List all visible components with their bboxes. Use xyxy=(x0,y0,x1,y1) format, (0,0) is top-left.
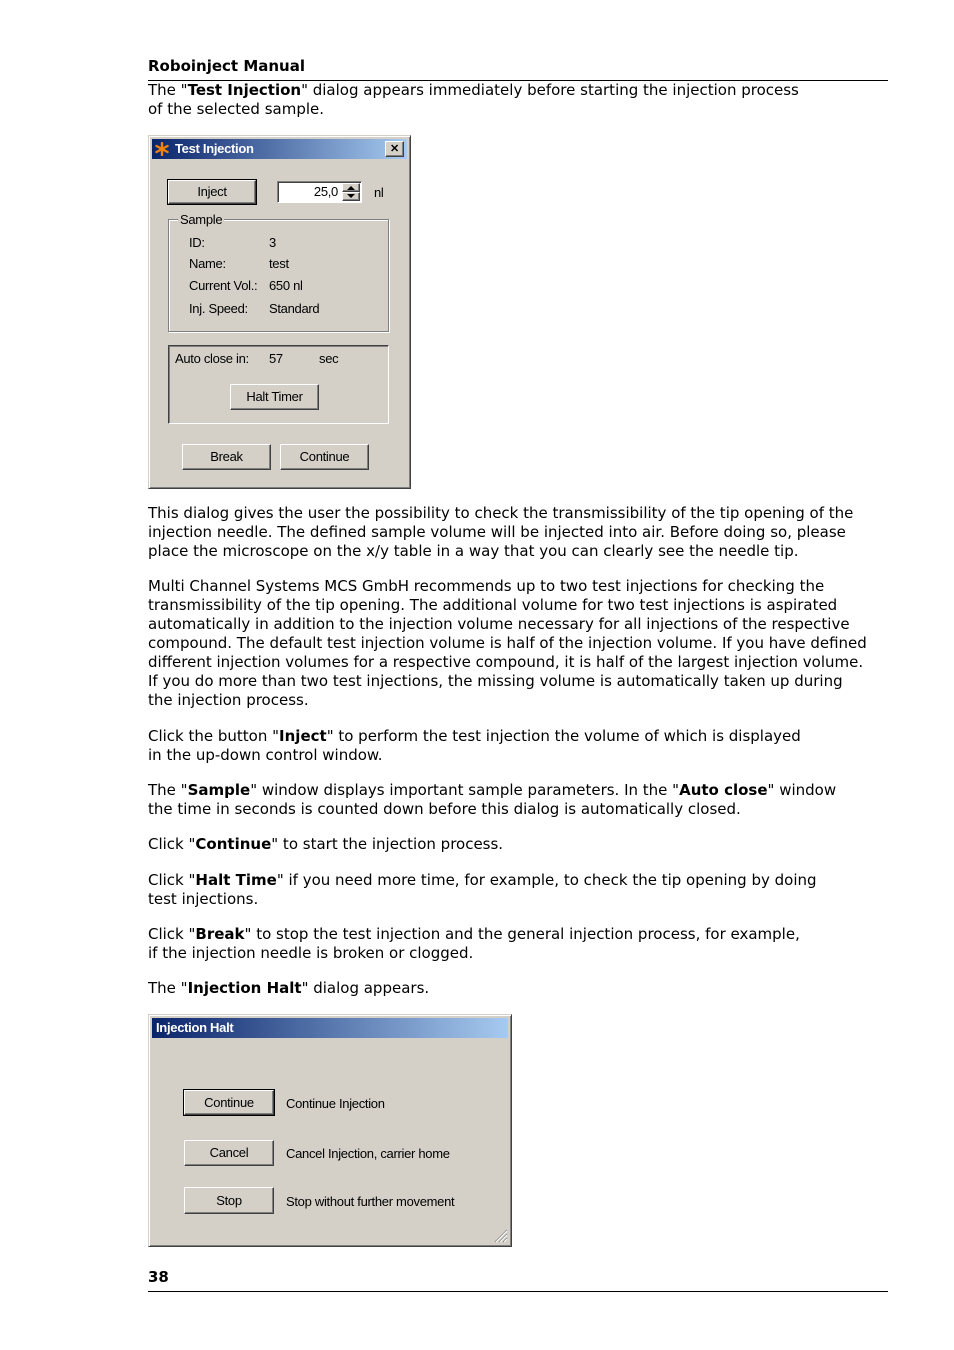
intro-paragraph: The "Test Injection" dialog appears immediately before starting the injection process of the selected sample. xyxy=(148,81,799,118)
app-star-icon xyxy=(155,142,169,156)
halt-cancel-button[interactable]: Cancel xyxy=(184,1140,274,1166)
paragraph-continue: Click "Continue" to start the injection process. xyxy=(148,835,504,853)
close-button[interactable] xyxy=(385,141,404,157)
resize-grip-icon[interactable] xyxy=(492,1227,508,1243)
manual-title: Roboinject Manual xyxy=(148,57,305,75)
halt-stop-button[interactable]: Stop xyxy=(184,1187,274,1214)
auto-close-label: Auto close in: xyxy=(175,351,249,366)
paragraph-recommendation: Multi Channel Systems MCS GmbH recommends up to two test injections for checking the transmissibility of the tip opening. The additional volume for two test injections is aspirated automatically in addition to the injection volume necessary for all injections of the respective compound. The default test injection volume is half of the injection volume. If you have defined different injection volumes for a respective compound, it is half of the largest injection volume. If you do more than two test injections, the missing volume is automatically taken up during the injection process. xyxy=(148,577,867,709)
paragraph-sample: The "Sample" window displays important sample parameters. In the "Auto close" window the time in seconds is counted down before this dialog is automatically closed. xyxy=(148,781,837,818)
dialog-title: Test Injection xyxy=(175,141,254,156)
halt-continue-button[interactable]: Continue xyxy=(184,1090,274,1115)
close-icon: ✕ xyxy=(390,143,399,155)
volume-unit: nl xyxy=(374,185,384,200)
sample-id-label: ID: xyxy=(189,235,205,250)
sample-id-value: 3 xyxy=(269,235,276,250)
volume-value: 25,0 xyxy=(313,184,338,199)
halt-stop-description: Stop without further movement xyxy=(286,1194,455,1209)
halt-cancel-description: Cancel Injection, carrier home xyxy=(286,1146,450,1161)
paragraph-injection-halt: The "Injection Halt" dialog appears. xyxy=(148,979,430,997)
spin-down-icon xyxy=(347,194,355,199)
sample-group-caption: Sample xyxy=(180,212,223,227)
spin-up-button[interactable] xyxy=(342,183,360,192)
halt-dialog-title: Injection Halt xyxy=(156,1020,234,1035)
spin-down-button[interactable] xyxy=(342,192,360,201)
halt-timer-button[interactable]: Halt Timer xyxy=(230,384,319,410)
inject-button[interactable]: Inject xyxy=(168,180,256,204)
page-number: 38 xyxy=(148,1268,169,1286)
paragraph-inject: Click the button "Inject" to perform the test injection the volume of which is displayed in the up-down control window. xyxy=(148,727,801,764)
page-footer xyxy=(148,1268,888,1292)
injection-halt-dialog xyxy=(148,1014,512,1247)
paragraph-dialog-purpose: This dialog gives the user the possibility to check the transmissibility of the tip opening of the injection needle. The defined sample volume will be injected into air. Before doing so, please place the microscope on the x/y table in a way that you can clearly see the needle tip. xyxy=(148,504,854,560)
spin-up-icon xyxy=(347,185,355,190)
test-injection-dialog xyxy=(148,135,411,489)
sample-inj-speed-value: Standard xyxy=(269,301,320,316)
auto-close-value: 57 xyxy=(269,351,283,366)
volume-spinbox[interactable] xyxy=(277,181,362,203)
dialog-titlebar[interactable] xyxy=(152,139,407,159)
continue-button[interactable]: Continue xyxy=(280,444,369,470)
paragraph-halt-time: Click "Halt Time" if you need more time, for example, to check the tip opening by doing test injections. xyxy=(148,871,817,908)
sample-name-value: test xyxy=(269,256,289,271)
sample-current-vol-label: Current Vol.: xyxy=(189,278,258,293)
paragraph-break: Click "Break" to stop the test injection and the general injection process, for example, if the injection needle is broken or clogged. xyxy=(148,925,800,962)
halt-continue-description: Continue Injection xyxy=(286,1096,385,1111)
halt-dialog-titlebar[interactable] xyxy=(152,1018,508,1038)
running-header xyxy=(148,57,888,81)
sample-current-vol-value: 650 nl xyxy=(269,278,303,293)
sample-inj-speed-label: Inj. Speed: xyxy=(189,301,248,316)
break-button[interactable]: Break xyxy=(182,444,271,470)
sample-name-label: Name: xyxy=(189,256,226,271)
auto-close-unit: sec xyxy=(319,351,339,366)
